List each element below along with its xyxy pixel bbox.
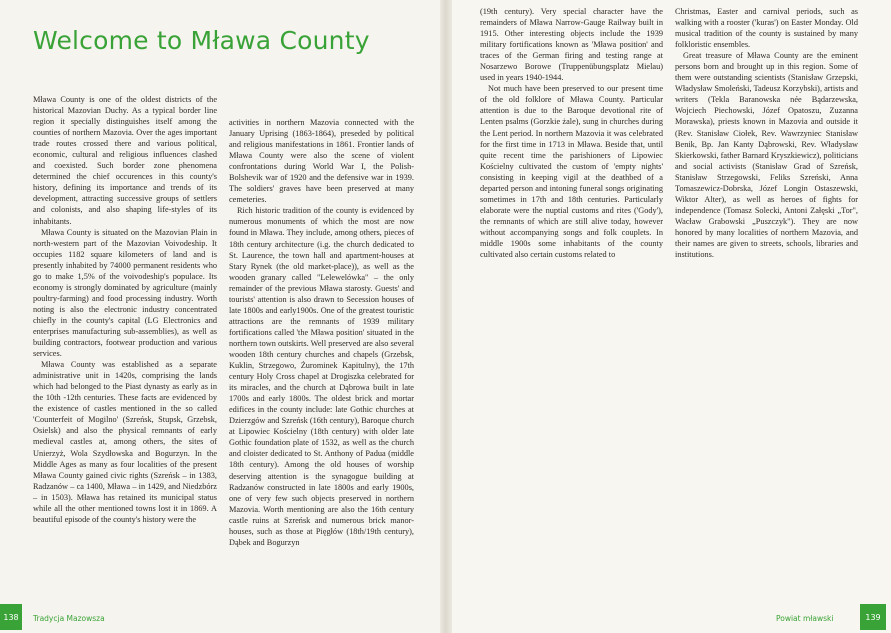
- page-number-left: 138: [0, 604, 22, 630]
- paragraph: (19th century). Very special character have the remainders of Mława Narrow-Gauge Railway built in 1915. Other interesting objects include the 1939 military fortifications known as 'Mława position' and traces of the German firing and testing range at Nosarzewo Borowe (Truppenübungsplatz Mielau) used in years 1940-1944.: [480, 7, 663, 83]
- text-column-2: [229, 117, 414, 548]
- paragraph: Mława County is one of the oldest districts of the historical Mazovian Duchy. As a typical border line region it specially distinguishes itself among the counties of northern Mazovia. Over the ages important trade routes crossed there and various political, economic, cultural and religious influences clashed and coexisted. Such border zone phenomena determined the chief occurences in this county's history, defining its importance and trends of its development, attracting successive groups of settlers and colonists, and also shaping life-styles of its inhabitants.: [33, 95, 217, 226]
- text-column-4: [675, 6, 858, 260]
- page-number-right: 139: [860, 604, 886, 630]
- paragraph: Great treasure of Mława County are the eminent persons born and brought up in this region. Some of them were outstanding scientists (Stanisław Grzepski, Władysław Smoleński, Tadeusz Korzybski), artists and writers (Tekla Baranowska née Bądarzewska, Wojciech Piechowski, Józef Opatoszu, Zuzanna Morawska), priests known in Mazovia and outside it (Rev. Stanisław Ciołek, Rev. Wawrzyniec Stanisław Benik, Bp. Jan Kanty Dąbrowski, Rev. Władysław Skierkowski, father Barnard Kryszkiewicz), politicians and social activists (Stanisław Grad of Szreńsk, Stanisław Strzegowski, Feliks Szreński, Anna Tomaszewicz-Dobrska, Józef Longin Ostaszewski, Wiktor Alter), as well as heroes of fights for independence (Tomasz Solecki, Antoni Załęski „Tor", Wacław Grabowski „Puszczyk"). They are now honored by many localities of northern Mazovia, and their names are given to streets, schools, libraries and institutions.: [675, 51, 858, 260]
- paragraph: Not much have been preserved to our present time of the old folklore of Mława County. Particular attention is due to the Baroque devotional rite of Lenten psalms (Gorzkie żale), sung in churches during the Lent period. In northern Mazovia it was celebrated for the first time in 1713 in Mława. Beside that, until quite recent time the parishioners of Lipowiec Kościelny cultivated the custom of 'empty nights' consisting in keeping vigil at the deathbed of a departed person and intoning funeral songs originating sometimes in 17th and 18th centuries. Particularly elaborate were the nuptial customs and rites ('Gody'), the remnants of which are still alive today, however without accompanying songs and folk couplets. In middle 1900s some inhabitants of the county cultivated also certain customs related to: [480, 84, 663, 260]
- running-footer-left: Tradycja Mazowsza: [33, 614, 105, 623]
- text-column-3: [480, 6, 663, 260]
- book-gutter: [440, 0, 452, 633]
- paragraph: Christmas, Easter and carnival periods, such as walking with a rooster ('kuras') on Easter Monday. Old musical tradition of the county is sustained by many folkloristic ensembles.: [675, 7, 858, 50]
- paragraph: activities in northern Mazovia connected with the January Uprising (1863-1864), preseded by political and religious manifestations in 1861. Frontier lands of Mława County were also the scene of violent confrontations during World War I, the Polish-Bolshevik war of 1920 and the defensive war in 1939. The soldiers' graves have been preserved at many cemeteries.: [229, 118, 414, 205]
- paragraph: Mława County is situated on the Mazovian Plain in north-western part of the Mazovian Voivodeship. It occupies 1182 square kilometers of land and is presently inhabited by 74000 permanent residents who go to make 1,5% of the voivodeship's populace. Its economy is strongly dominated by agriculture (mainly poultry-farming) and food processing industry. Worth noting is also the electronic industry concentrated chiefly in the county's capital (LG Electronics and enterprises manufacturing sub-assemblies), as well as building contractors, footwear production and various services.: [33, 227, 217, 359]
- paragraph: Mława County was established as a separate administrative unit in 1420s, comprising the lands which had belonged to the Piast dynasty as early as in the 10th -12th centuries. These facts are evidenced by the existence of castles mentioned in the so called 'Counterfeit of Mogilno' (Szreńsk, Stupsk, Grzebsk, Osielsk) and also the physical remnants of early medieval castles at, among others, the sites of Unierzyż, Wola Szydłowska and Bogurzyn. In the Middle Ages as many as four localities of the present Mława County gained civic rights (Szreńsk – in 1383, Radzanów – ca 1400, Mława – in 1429, and Niedzbórz – in 1503). Mława has retained its municipal status while all the other mentioned towns lost it in 1869. A beautiful episode of the county's history were the: [33, 360, 217, 524]
- text-column-1: [33, 94, 217, 525]
- page-title: Welcome to Mława County: [33, 26, 370, 55]
- running-footer-right: Powiat mławski: [776, 614, 834, 623]
- paragraph: Rich historic tradition of the county is evidenced by numerous monuments of which the most are now found in Mława. They include, among others, pieces of 18th century architecture (i.g. the church dedicated to St. Laurence, the town hall and apartment-houses at Stary Rynek (the old market-place)), as well as the wooden granary called "Lelewelówka" – the only remainder of the previous Mława starosty. Guests' and tourists' attention is also drawn to Secession houses of late 1800s and early1900s. One of the greatest touristic attractions are the remnants of 1939 military fortifications called 'the Mława position' situated in the northern town outskirts. Well preserved are also several wooden 18th century churches and chapels (Grzebsk, Kuklin, Strzegowo, Żurominek Kapitulny), the 17th century Holy Cross chapel at Drogiszka celebrated for its miracles, and the church at Dąbrowa built in late 1700s and early 1800s. The oldest brick and mortar edifices in the county include: late Gothic churches at Dzierzgów and Szreńsk (16th century), Baroque church at Lipowiec Kościelny (18th century) with older late Gothic foundation plate of 1532, as well as the church and cloister dedicated to St. Anthony of Padua (middle 18th century). Among the old houses of worship deserving attention is the synagogue building at Radzanów constructed in late 1800s and early 1900s, one of very few such objects preserved in northern Mazovia. Worth mentioning are also the 16th century castle ruins at Szreńsk and numerous brick manor-houses, such as those at Pięgłów (18th/19th century), Dąbek and Bogurzyn: [229, 206, 414, 547]
